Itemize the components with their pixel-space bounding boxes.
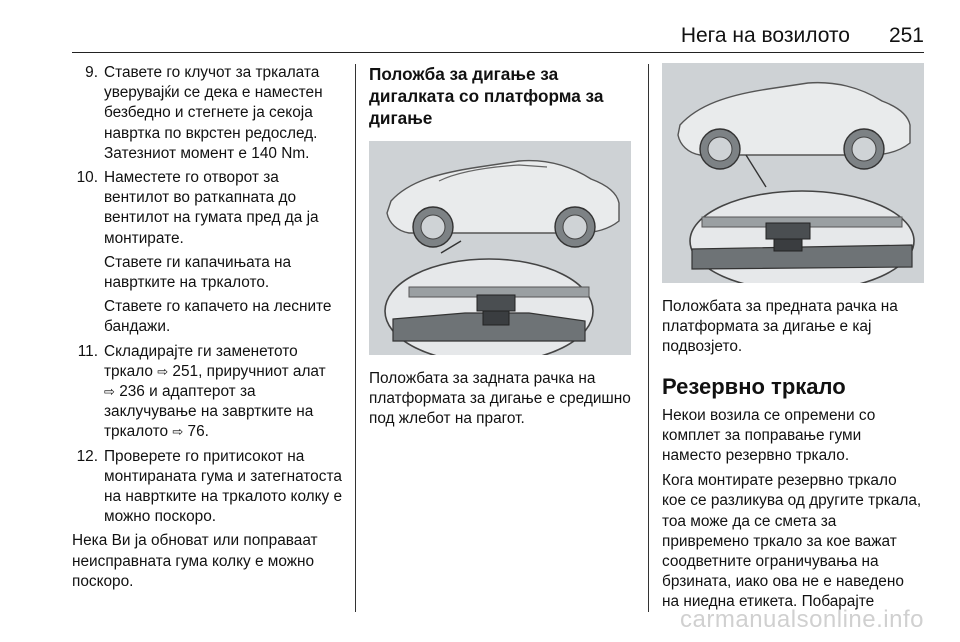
header-title: Нега на возилото (680, 24, 850, 47)
figure-caption: Положбата за предната рачка на платформата за дигање е кај подвозјето. (662, 298, 898, 356)
car-lift-illustration (369, 141, 631, 355)
page-number: 251 (888, 24, 924, 47)
section-heading: Резервно тркало (662, 373, 846, 399)
step-12 (72, 447, 348, 528)
step-11 (72, 342, 348, 443)
paragraph: Некои возила се опремени со комплет за поправање гуми наместо резервно тркало. (662, 406, 876, 465)
step-text: Ставете го клучот за тркалата уверувајќи се дека е наместен безбедно и стегнете ја секоја навртка по вкрстен редослед. Затезниот момент е 140 Nm. (104, 64, 323, 162)
step-subparagraph: Ставете ги капачињата на навртките на тркалото. (104, 253, 292, 292)
step-number: 9. (85, 64, 98, 81)
column-divider-2 (648, 64, 649, 612)
step-9 (72, 63, 348, 164)
page-reference[interactable]: 251 (172, 362, 199, 380)
section-heading: Положба за дигање за дигалката со платформа за дигање (369, 64, 604, 128)
figure-caption: Положбата за задната рачка на платформата за дигање е средишно под жлебот на прагот. (369, 370, 631, 428)
step-number: 11. (77, 342, 98, 360)
page-reference[interactable]: 76 (187, 423, 205, 441)
column-1 (72, 63, 348, 597)
column-divider-1 (355, 64, 356, 612)
column-2 (369, 63, 634, 435)
cross-reference-arrow-icon: ⇨ (157, 363, 169, 379)
step-subparagraph: Ставете го капачето на лесните бандажи. (104, 298, 332, 336)
front-lift-point-illustration (662, 63, 924, 283)
step-number: 12. (76, 447, 98, 465)
step-number: 10. (76, 169, 98, 187)
step-text: Наместете го отворот за вентилот во раткапната до вентилот на гумата пред да ја монтирате. (104, 169, 319, 247)
closing-paragraph: Нека Ви ја обноват или поправаат неисправната гума колку е можно поскоро. (72, 532, 318, 590)
step-10 (72, 168, 348, 338)
page-reference[interactable]: 236 (119, 383, 145, 401)
watermark: carmanualsonline.info (680, 606, 924, 633)
cross-reference-arrow-icon: ⇨ (172, 424, 184, 440)
paragraph: Кога монтирате резервно тркало кое се разликува од другите тркала, тоа може да се смета за привремено тркало за кое важат соодветните ограничувања на брзината, иако ова не е наведено на ниедна етикета. Побарајте (662, 472, 922, 611)
header-rule (72, 52, 924, 53)
page-header (0, 0, 960, 50)
rear-lift-point-illustration (369, 141, 631, 355)
cross-reference-arrow-icon: ⇨ (104, 384, 115, 400)
step-text: Проверете го притисокот на монтираната гума и затегнатоста на навртките на тркалото колку е можно поскоро. (104, 447, 343, 526)
column-3 (662, 63, 924, 618)
step-text: Складирајте ги заменетото тркало ⇨ 251, приручниот алат ⇨ 236 и адаптерот за заклучување на завртките на тркалото ⇨ 76. (104, 342, 326, 441)
car-lift-illustration (662, 63, 924, 283)
